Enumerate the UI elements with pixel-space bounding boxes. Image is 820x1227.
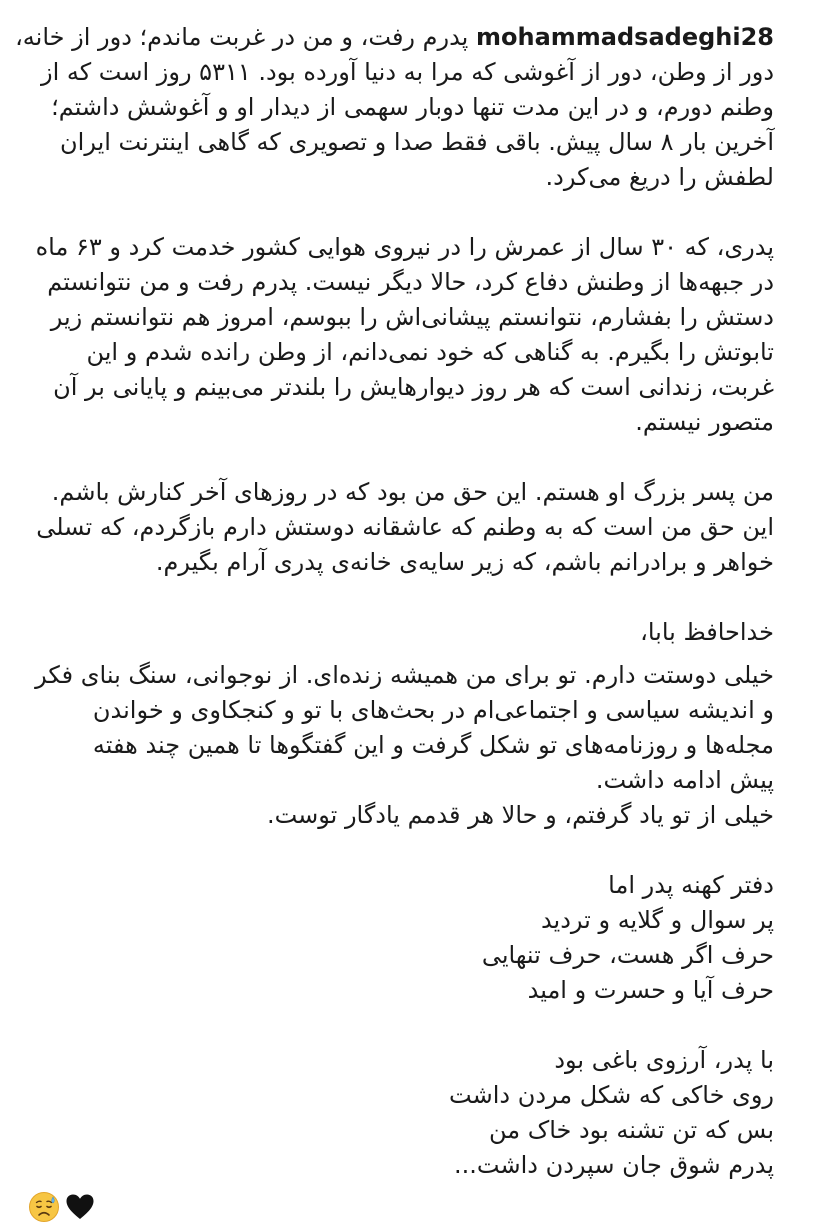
sad-relieved-face-icon: [28, 1191, 60, 1223]
caption-line: لطفش را دریغ می‌کرد.: [545, 163, 774, 191]
caption-paragraph-2: [28, 230, 774, 440]
caption-line: متصور نیستم.: [635, 408, 774, 436]
post-caption: [15, 20, 774, 1227]
caption-line: مجله‌ها و روزنامه‌های تو شکل گرفت و این گفتگوها تا همین چند هفته: [92, 731, 774, 759]
caption-line: در جبهه‌ها از وطنش دفاع کرد، حالا دیگر نیست. پدرم رفت و من نتوانستم: [47, 268, 774, 296]
poem-stanza-2: [28, 1043, 774, 1183]
caption-line: وطنم دورم، و در این مدت تنها دوبار سهمی از دیدار او و آغوشش داشتم؛: [51, 93, 774, 121]
caption-line: پدری، که ۳۰ سال از عمرش را در نیروی هوایی کشور خدمت کرد و ۶۳ ماه: [35, 233, 774, 261]
black-heart-icon: [64, 1191, 96, 1223]
poem-line: پر سوال و گلایه و تردید: [540, 906, 774, 934]
caption-line: من پسر بزرگ او هستم. این حق من بود که در روزهای آخر کنارش باشم.: [51, 478, 774, 506]
caption-line: این حق من است که به وطنم که عاشقانه دوستش دارم بازگردم، که تسلی: [36, 513, 774, 541]
caption-paragraph-3: [28, 475, 774, 580]
poem-line: بس که تن تشنه بود خاک من: [488, 1116, 774, 1144]
poem-stanza-1: [28, 868, 774, 1008]
caption-line: پیش ادامه داشت.: [595, 766, 774, 794]
caption-line: تابوتش را بگیرم. به گناهی که خود نمی‌دانم، از وطن رانده شدم و این: [86, 338, 774, 366]
caption-line: خیلی از تو یاد گرفتم، و حالا هر قدمم یادگار توست.: [266, 801, 774, 829]
caption-line: خیلی دوستت دارم. تو برای من همیشه زنده‌ای. از نوجوانی، سنگ بنای فکر: [35, 661, 774, 689]
username-link[interactable]: mohammadsadeghi28: [476, 23, 774, 51]
poem-line: حرف آیا و حسرت و امید: [527, 976, 774, 1004]
caption-text: پدرم رفت، و من در غربت ماندم؛ دور از خانه،: [15, 23, 469, 51]
poem-line: با پدر، آرزوی باغی بود: [554, 1046, 774, 1074]
poem-line: روی خاکی که شکل مردن داشت: [449, 1081, 774, 1109]
caption-line: دستش را بفشارم، نتوانستم پیشانی‌اش را ببوسم، امروز هم نتوانستم زیر: [50, 303, 774, 331]
caption-paragraph-1: [15, 20, 774, 195]
caption-line: خواهر و برادرانم باشم، که زیر سایه‌ی خانه‌ی پدری آرام بگیرم.: [155, 548, 774, 576]
caption-line: دور از وطن، دور از آغوشی که مرا به دنیا آورده بود. ۵۳۱۱ روز است که از: [40, 58, 774, 86]
emoji-group: [28, 1191, 96, 1223]
caption-line: غربت، زندانی است که هر روز دیوارهایش را بلندتر می‌بینم و پایانی بر آن: [53, 373, 774, 401]
caption-paragraph-4: [28, 615, 774, 833]
emoji-row: [28, 1187, 774, 1227]
poem-line: دفتر کهنه پدر اما: [608, 871, 774, 899]
caption-line: [15, 20, 774, 55]
farewell-line: خداحافظ بابا،: [640, 618, 774, 646]
spacer: [28, 650, 774, 658]
caption-line: و اندیشه سیاسی و اجتماعی‌ام در بحث‌های با تو و کنجکاوی و خواندن: [92, 696, 774, 724]
caption-line: آخرین بار ۸ سال پیش. باقی فقط صدا و تصویری که گاهی اینترنت ایران: [60, 128, 774, 156]
poem-line: حرف اگر هست، حرف تنهایی: [481, 941, 774, 969]
poem-line: پدرم شوق جان سپردن داشت...: [454, 1151, 774, 1179]
